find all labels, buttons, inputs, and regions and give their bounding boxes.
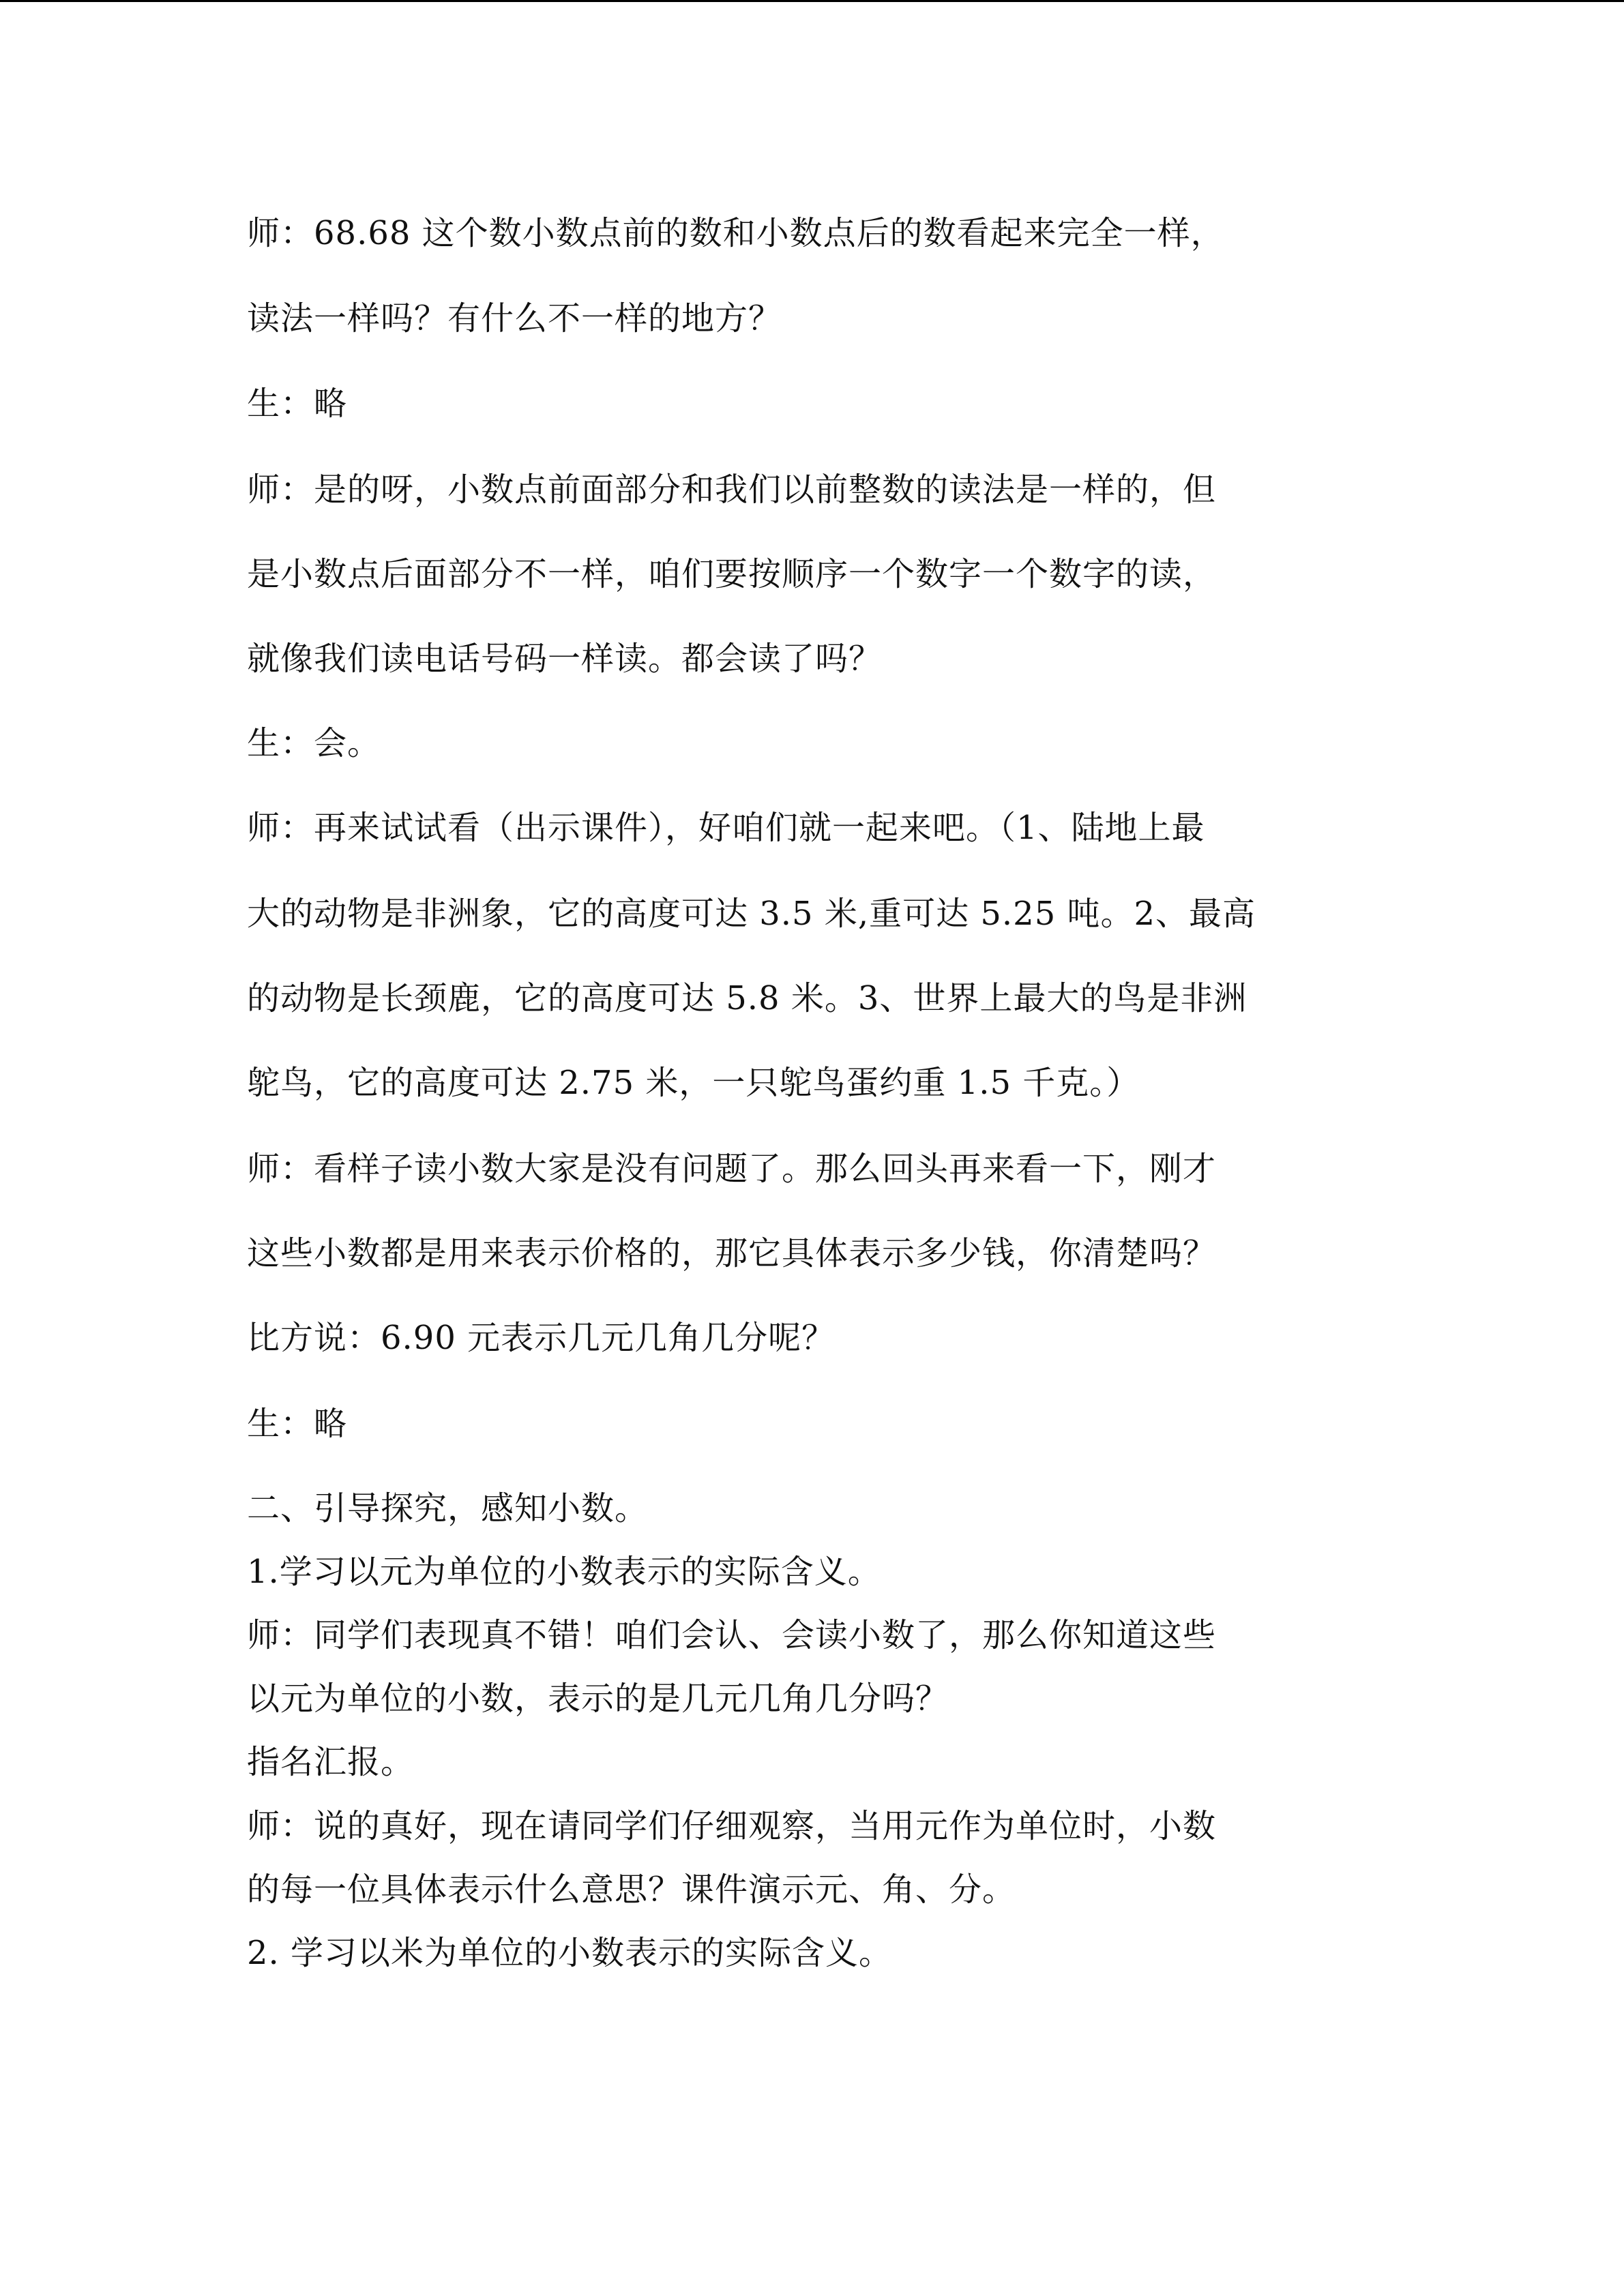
text-line: 就像我们读电话号码一样读。都会读了吗？ (247, 640, 883, 678)
text-line: 比方说：6.90 元表示几元几角几分呢？ (247, 1319, 836, 1357)
text-line: 指名汇报。 (247, 1743, 415, 1781)
text-line: 师：同学们表现真不错！咱们会认、会读小数了，那么你知道这些 (247, 1616, 1217, 1654)
text-line: 鸵鸟，它的高度可达 2.75 米，一只鸵鸟蛋约重 1.5 千克。） (247, 1064, 1140, 1102)
text-line: 师：说的真好，现在请同学们仔细观察，当用元作为单位时，小数 (247, 1807, 1217, 1845)
text-line: 这些小数都是用来表示价格的，那它具体表示多少钱，你清楚吗？ (247, 1234, 1217, 1272)
text-line: 以元为单位的小数，表示的是几元几角几分吗？ (247, 1680, 949, 1718)
text-line: 师：68.68 这个数小数点前的数和小数点后的数看起来完全一样， (247, 214, 1224, 252)
section-heading: 二、引导探究，感知小数。 (247, 1489, 649, 1527)
text-line: 生：略 (247, 1405, 348, 1443)
text-line: 是小数点后面部分不一样，咱们要按顺序一个数字一个数字的读， (247, 555, 1217, 593)
text-line: 生：略 (247, 385, 348, 423)
text-line: 师：看样子读小数大家是没有问题了。那么回头再来看一下，刚才 (247, 1150, 1217, 1188)
text-line: 师：是的呀，小数点前面部分和我们以前整数的读法是一样的，但 (247, 471, 1217, 509)
top-border-rule (0, 0, 1624, 2)
text-line: 读法一样吗？有什么不一样的地方？ (247, 299, 782, 338)
text-line: 生：会。 (247, 724, 381, 762)
subsection-heading: 2. 学习以米为单位的小数表示的实际含义。 (247, 1934, 893, 1972)
text-line: 的动物是长颈鹿，它的高度可达 5.8 米。3、世界上最大的鸟是非洲 (247, 979, 1247, 1017)
subsection-heading: 1.学习以元为单位的小数表示的实际含义。 (247, 1553, 881, 1591)
text-line: 大的动物是非洲象，它的高度可达 3.5 米,重可达 5.25 吨。2、最高 (247, 895, 1256, 933)
text-line: 师：再来试试看（出示课件），好咱们就一起来吧。（1、陆地上最 (247, 809, 1205, 847)
text-line: 的每一位具体表示什么意思？课件演示元、角、分。 (247, 1870, 1016, 1909)
